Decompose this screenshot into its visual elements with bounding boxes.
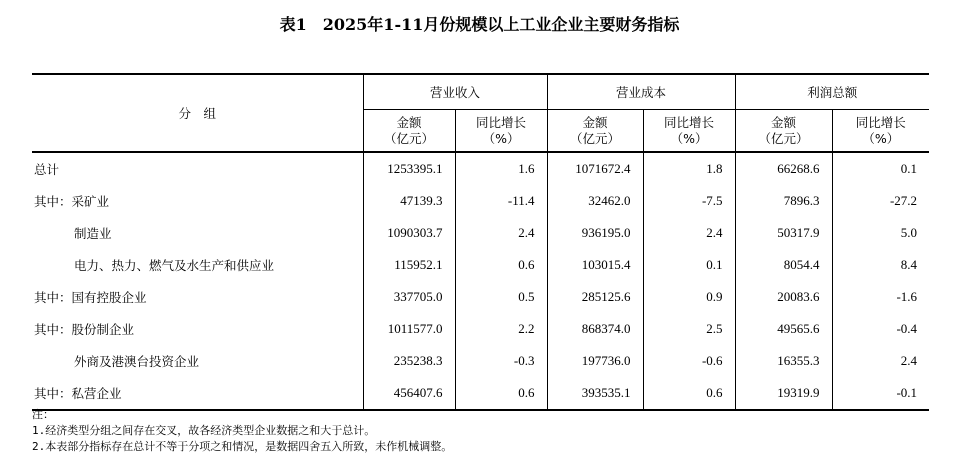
- cell-profit: 50317.9: [735, 217, 832, 249]
- row-label: 其中：采矿业: [34, 194, 110, 209]
- row-label: 制造业: [74, 226, 112, 241]
- cell-revenue-growth: 2.4: [455, 217, 547, 249]
- cell-profit: 7896.3: [735, 185, 832, 217]
- cell-profit-growth: -1.6: [832, 281, 929, 313]
- header-revenue: 营业收入: [363, 74, 547, 110]
- cell-cost: 285125.6: [547, 281, 643, 313]
- note-item: 2.本表部分指标存在总计不等于分项之和情况，是数据四舍五入所致，未作机械调整。: [32, 440, 453, 453]
- cell-cost: 868374.0: [547, 313, 643, 345]
- table-row: [32, 249, 929, 281]
- cell-revenue: 47139.3: [363, 185, 455, 217]
- cell-cost-growth: -7.5: [643, 185, 735, 217]
- cell-cost-growth: 0.1: [643, 249, 735, 281]
- cell-profit: 20083.6: [735, 281, 832, 313]
- header-profit: 利润总额: [735, 74, 929, 110]
- table-row: [32, 217, 929, 249]
- cell-revenue-growth: 1.6: [455, 152, 547, 185]
- cell-revenue-growth: 0.6: [455, 377, 547, 410]
- cell-profit: 66268.6: [735, 152, 832, 185]
- cell-cost: 1071672.4: [547, 152, 643, 185]
- cell-revenue: 115952.1: [363, 249, 455, 281]
- subheader-revenue-growth: 同比增长 （%）: [455, 110, 547, 153]
- subheader-cost-growth: 同比增长 （%）: [643, 110, 735, 153]
- cell-revenue: 337705.0: [363, 281, 455, 313]
- table-row: [32, 281, 929, 313]
- row-label: 电力、热力、燃气及水生产和供应业: [74, 258, 275, 273]
- row-label: 其中：私营企业: [34, 386, 122, 401]
- row-label: 总计: [34, 162, 60, 177]
- cell-profit-growth: -0.4: [832, 313, 929, 345]
- cell-revenue-growth: -0.3: [455, 345, 547, 377]
- table-title: 表1 2025年1-11月份规模以上工业企业主要财务指标: [279, 15, 680, 34]
- cell-profit-growth: 5.0: [832, 217, 929, 249]
- cell-cost-growth: 0.9: [643, 281, 735, 313]
- cell-revenue: 1253395.1: [363, 152, 455, 185]
- cell-cost-growth: 0.6: [643, 377, 735, 410]
- row-label: 其中：股份制企业: [34, 322, 135, 337]
- cell-cost: 32462.0: [547, 185, 643, 217]
- cell-profit-growth: 0.1: [832, 152, 929, 185]
- header-group: 分 组: [32, 74, 363, 152]
- cell-cost-growth: -0.6: [643, 345, 735, 377]
- subheader-profit-growth: 同比增长 （%）: [832, 110, 929, 153]
- cell-cost: 103015.4: [547, 249, 643, 281]
- cell-profit: 19319.9: [735, 377, 832, 410]
- cell-revenue: 1090303.7: [363, 217, 455, 249]
- table-row: [32, 185, 929, 217]
- cell-cost: 936195.0: [547, 217, 643, 249]
- table-row: [32, 377, 929, 410]
- cell-profit: 49565.6: [735, 313, 832, 345]
- table-row: [32, 152, 929, 185]
- table-row: [32, 345, 929, 377]
- row-label: 其中：国有控股企业: [34, 290, 147, 305]
- cell-profit: 16355.3: [735, 345, 832, 377]
- financial-table: [32, 73, 929, 411]
- subheader-revenue-amount: 金额 （亿元）: [363, 110, 455, 153]
- cell-revenue-growth: 0.6: [455, 249, 547, 281]
- cell-revenue: 1011577.0: [363, 313, 455, 345]
- note-item: 1.经济类型分组之间存在交叉，故各经济类型企业数据之和大于总计。: [32, 424, 376, 437]
- cell-revenue-growth: 0.5: [455, 281, 547, 313]
- cell-revenue: 456407.6: [363, 377, 455, 410]
- cell-profit-growth: 2.4: [832, 345, 929, 377]
- row-label: 外商及港澳台投资企业: [74, 354, 200, 369]
- cell-cost-growth: 1.8: [643, 152, 735, 185]
- table-row: [32, 313, 929, 345]
- subheader-cost-amount: 金额 （亿元）: [547, 110, 643, 153]
- cell-profit-growth: -0.1: [832, 377, 929, 410]
- cell-profit-growth: 8.4: [832, 249, 929, 281]
- table-body: [32, 152, 929, 410]
- cell-profit-growth: -27.2: [832, 185, 929, 217]
- header-cost: 营业成本: [547, 74, 735, 110]
- table-notes: [32, 407, 452, 455]
- cell-profit: 8054.4: [735, 249, 832, 281]
- cell-cost: 197736.0: [547, 345, 643, 377]
- subheader-profit-amount: 金额 （亿元）: [735, 110, 832, 153]
- cell-cost-growth: 2.4: [643, 217, 735, 249]
- cell-revenue-growth: -11.4: [455, 185, 547, 217]
- cell-cost: 393535.1: [547, 377, 643, 410]
- financial-table-container: [32, 73, 929, 411]
- cell-revenue: 235238.3: [363, 345, 455, 377]
- cell-cost-growth: 2.5: [643, 313, 735, 345]
- notes-heading: 注：: [32, 408, 54, 421]
- cell-revenue-growth: 2.2: [455, 313, 547, 345]
